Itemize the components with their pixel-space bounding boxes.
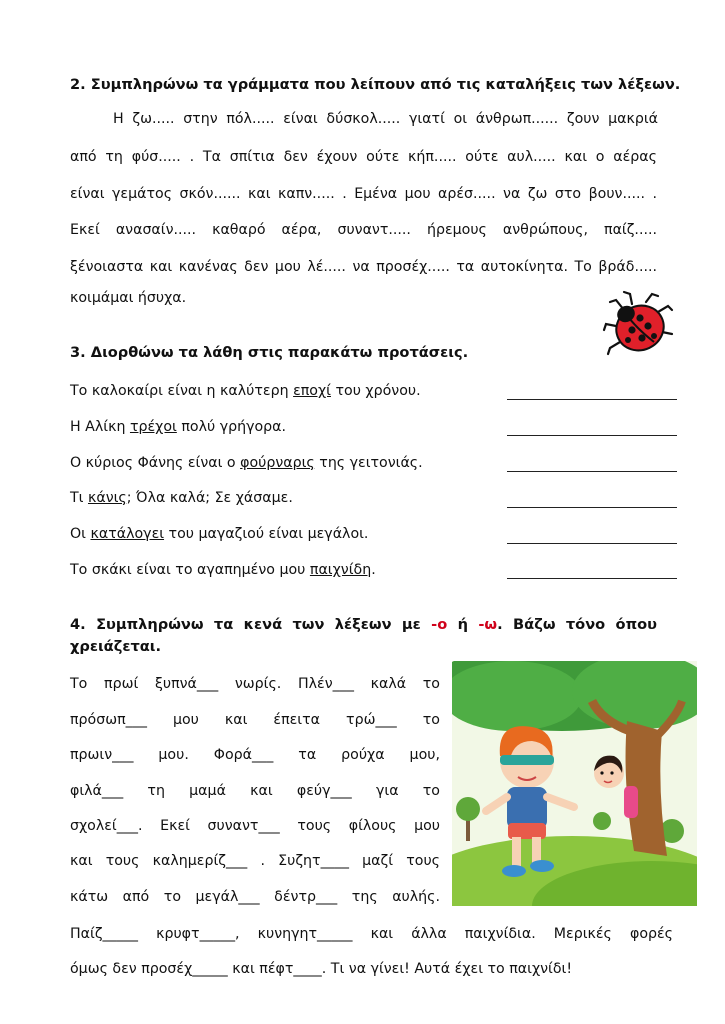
- ex3-sentence-2: Η Αλίκη τρέχοι πολύ γρήγορα.: [70, 419, 287, 435]
- ex4-line-7: κάτω από το μεγάλ___ δέντρ___ της αυλής.: [70, 889, 440, 905]
- error-word: τρέχοι: [129, 419, 177, 435]
- ending-o: -ο: [431, 616, 448, 633]
- ex3-sentence-1: Το καλοκαίρι είναι η καλύτερη εποχί του χρόνου.: [70, 383, 421, 399]
- answer-line-5[interactable]: [507, 543, 677, 544]
- ex3-sentence-6: Το σκάκι είναι το αγαπημένο μου παιχνίδη.: [70, 562, 376, 578]
- error-word: φούρναρις: [240, 455, 315, 471]
- ex2-line-3: είναι γεμάτος σκόν...... και καπν..... . Εμένα μου αρέσ..... να ζω στο βουν..... .: [70, 186, 657, 202]
- ex4-line-9: όμως δεν προσέχ_____ και πέφτ____. Τι να γίνει! Αυτά έχει το παιχνίδι!: [70, 961, 573, 977]
- ending-w: -ω: [478, 616, 498, 633]
- ex2-line-2: από τη φύσ..... . Τα σπίτια δεν έχουν ούτε κήπ..... ούτε αυλ..... και ο αέρας: [70, 149, 657, 165]
- error-word: παιχνίδη: [309, 562, 372, 578]
- ex3-sentence-5: Οι κατάλογει του μαγαζιού είναι μεγάλοι.: [70, 526, 369, 542]
- answer-line-1[interactable]: [507, 399, 677, 400]
- ex3-heading: 3. Διορθώνω τα λάθη στις παρακάτω προτάσεις.: [70, 344, 469, 361]
- ex4-line-3: πρωιν___ μου. Φορά___ τα ρούχα μου,: [70, 747, 440, 763]
- ex2-heading: 2. Συμπληρώνω τα γράμματα που λείπουν από τις καταλήξεις των λέξεων.: [70, 76, 681, 93]
- error-word: κάνις: [87, 490, 127, 506]
- ex4-line-8: Παίζ_____ κρυφτ_____, κυνηγητ_____ και άλλα παιχνίδια. Μερικές φορές: [70, 926, 673, 942]
- ex2-line-5: ξένοιαστα και κανένας δεν μου λέ..... να προσέχ..... τα αυτοκίνητα. Το βράδ.....: [70, 259, 657, 275]
- ex4-line-6: και τους καλημερίζ___ . Συζητ____ μαζί τους: [70, 853, 440, 869]
- kids-playing-illustration: [452, 661, 697, 906]
- ex4-line-2: πρόσωπ___ μου και έπειτα τρώ___ το: [70, 712, 440, 728]
- ladybug-icon: [602, 290, 674, 362]
- ex3-sentence-3: Ο κύριος Φάνης είναι ο φούρναρις της γειτονιάς.: [70, 455, 423, 471]
- ex4-heading-line-2: χρειάζεται.: [70, 638, 162, 655]
- ex4-line-4: φιλά___ τη μαμά και φεύγ___ για το: [70, 783, 440, 799]
- ex2-line-6: κοιμάμαι ήσυχα.: [70, 290, 187, 306]
- ex3-sentence-4: Τι κάνις; Όλα καλά; Σε χάσαμε.: [70, 490, 293, 506]
- ex4-heading: 4. Συμπληρώνω τα κενά των λέξεων με -ο ή -ω. Βάζω τόνο όπου: [70, 616, 658, 633]
- error-word: κατάλογει: [90, 526, 165, 542]
- answer-line-3[interactable]: [507, 471, 677, 472]
- answer-line-2[interactable]: [507, 435, 677, 436]
- answer-line-4[interactable]: [507, 507, 677, 508]
- error-word: εποχί: [293, 383, 331, 399]
- ex4-line-1: Το πρωί ξυπνά___ νωρίς. Πλέν___ καλά το: [70, 676, 440, 692]
- answer-line-6[interactable]: [507, 578, 677, 579]
- ex4-line-5: σχολεί___. Εκεί συναντ___ τους φίλους μου: [70, 818, 440, 834]
- ex2-line-4: Εκεί ανασαίν..... καθαρό αέρα, συναντ..... ήρεμους ανθρώπους, παίζ.....: [70, 222, 657, 238]
- ex2-line-1: Η ζω..... στην πόλ..... είναι δύσκολ..... γιατί οι άνθρωπ...... ζουν μακριά: [113, 111, 658, 127]
